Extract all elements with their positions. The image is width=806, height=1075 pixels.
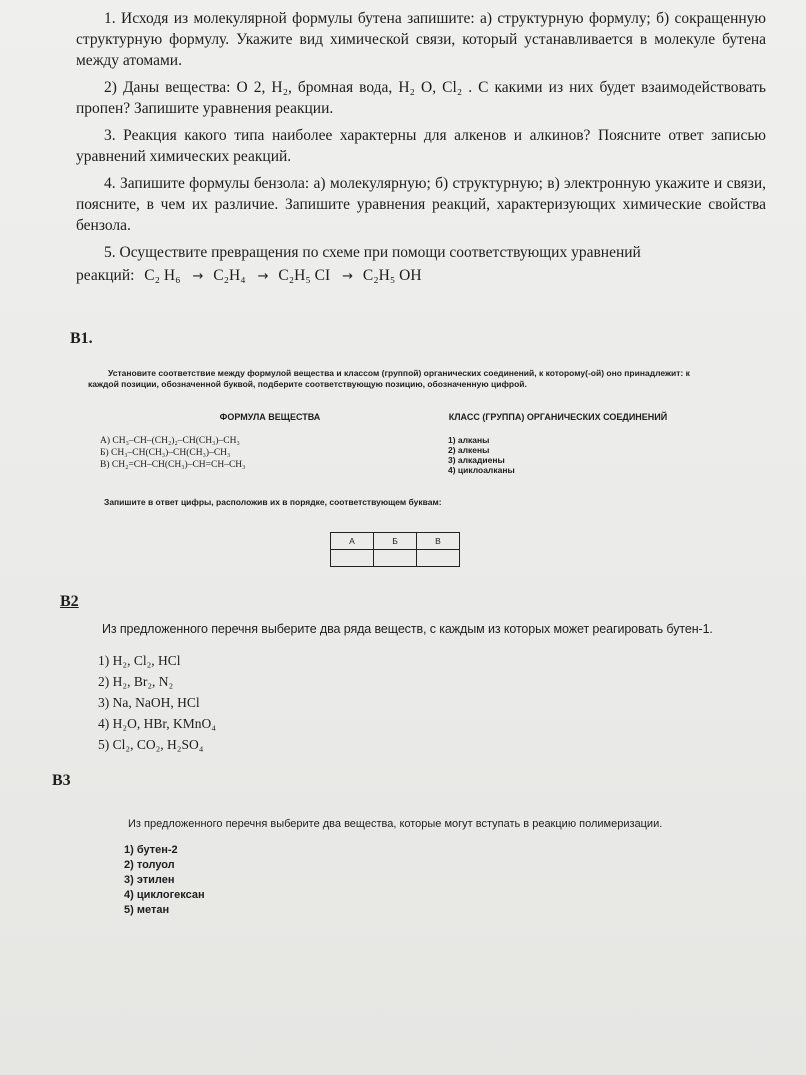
answer-table [330, 532, 460, 567]
b1-instruction: Запишите в ответ цифры, расположив их в порядке, соответствующем буквам: [104, 497, 442, 507]
task-2: 2) Даны вещества: О 2, Н₂, бромная вода, Н₂ О, Сl₂ . С какими из них будет взаимодействовать пропен? Запишите уравнения реакции. [76, 79, 766, 117]
b3-option: 1) бутен-2 [124, 844, 178, 856]
class-option: 2) алкены [448, 445, 490, 455]
arrow-icon: → [342, 269, 354, 284]
answer-cell-a[interactable] [331, 550, 374, 567]
answer-header-b: Б [374, 533, 417, 550]
formula-b: Б) CH₃–CH(CH₃)–CH(CH₃)–CH₃ [100, 448, 231, 458]
b2-option: 3) Na, NaOH, HCl [98, 695, 200, 710]
class-option: 3) алкадиены [448, 455, 505, 465]
b3-option: 5) метан [124, 904, 170, 916]
arrow-icon: → [192, 269, 204, 284]
b2-options [98, 650, 216, 755]
task-3: 3. Реакция какого типа наиболее характерны для алкенов и алкинов? Поясните ответ записью уравнений химических реакций. [76, 127, 766, 165]
b3-option: 2) толуол [124, 859, 175, 871]
class-column [440, 412, 668, 475]
answer-cell-b[interactable] [374, 550, 417, 567]
b3-option: 3) этилен [124, 874, 175, 886]
section-b2-label: В2 [60, 593, 79, 610]
answer-cell-v[interactable] [417, 550, 460, 567]
arrow-icon: → [257, 269, 269, 284]
class-option: 1) алканы [448, 435, 490, 445]
formula-v: В) CH₂=CH–CH(CH₃)–CH=CH–CH₃ [100, 460, 246, 470]
b3-option: 4) циклогексан [124, 889, 205, 901]
b2-question: Из предложенного перечня выберите два ряда веществ, с каждым из которых может реагировать бутен-1. [102, 622, 713, 636]
b3-question: Из предложенного перечня выберите два вещества, которые могут вступать в реакцию полимеризации. [128, 818, 663, 830]
b1-intro: Установите соответствие между формулой вещества и классом (группой) органических соединений, к которому(-ой) оно принадлежит: к каждой позиции, обозначенной буквой, подберите соответствующую позицию, обозначенную цифрой. [88, 368, 690, 389]
section-b3-label: В3 [52, 772, 71, 789]
b2-option: 2) H₂, Br₂, N₂ [98, 674, 174, 689]
class-header: КЛАСС (ГРУППА) ОРГАНИЧЕСКИХ СОЕДИНЕНИЙ [448, 412, 668, 422]
task-list [76, 8, 766, 287]
answer-header-a: А [331, 533, 374, 550]
answer-header-v: В [417, 533, 460, 550]
task-4: 4. Запишите формулы бензола: а) молекулярную; б) структурную; в) электронную укажите и связи, поясните, в чем их различие. Запишите уравнения реакций, характеризующих химические свойства бензола. [76, 175, 766, 234]
b2-option: 5) Cl₂, CO₂, H₂SO₄ [98, 737, 204, 752]
formula-a: А) CH₃–CH–(CH₂)₂–CH(CH₃)–CH₃ [100, 436, 240, 446]
class-option: 4) циклоалканы [448, 465, 515, 475]
section-b1-label: В1. [70, 330, 93, 347]
b2-option: 1) H₂, Cl₂, HCl [98, 653, 181, 668]
task-5: 5. Осуществите превращения по схеме при помощи соответствующих уравнений [104, 244, 641, 261]
task-1: 1. Исходя из молекулярной формулы бутена запишите: а) структурную формулу; б) сокращенную структурную формулу. Укажите вид химической связи, который устанавливается в молекуле бутена между атомами. [76, 10, 767, 69]
b1-matching-task [88, 368, 708, 507]
task-5-scheme: реакций: C₂ H₆ → C₂H₄ → C₂H₅ CI → C₂H₅ OH [76, 267, 422, 284]
b3-options [124, 843, 205, 918]
formula-column [88, 412, 440, 475]
formula-header: ФОРМУЛА ВЕЩЕСТВА [219, 412, 321, 422]
b2-option: 4) H₂O, HBr, KMnO₄ [98, 716, 216, 731]
